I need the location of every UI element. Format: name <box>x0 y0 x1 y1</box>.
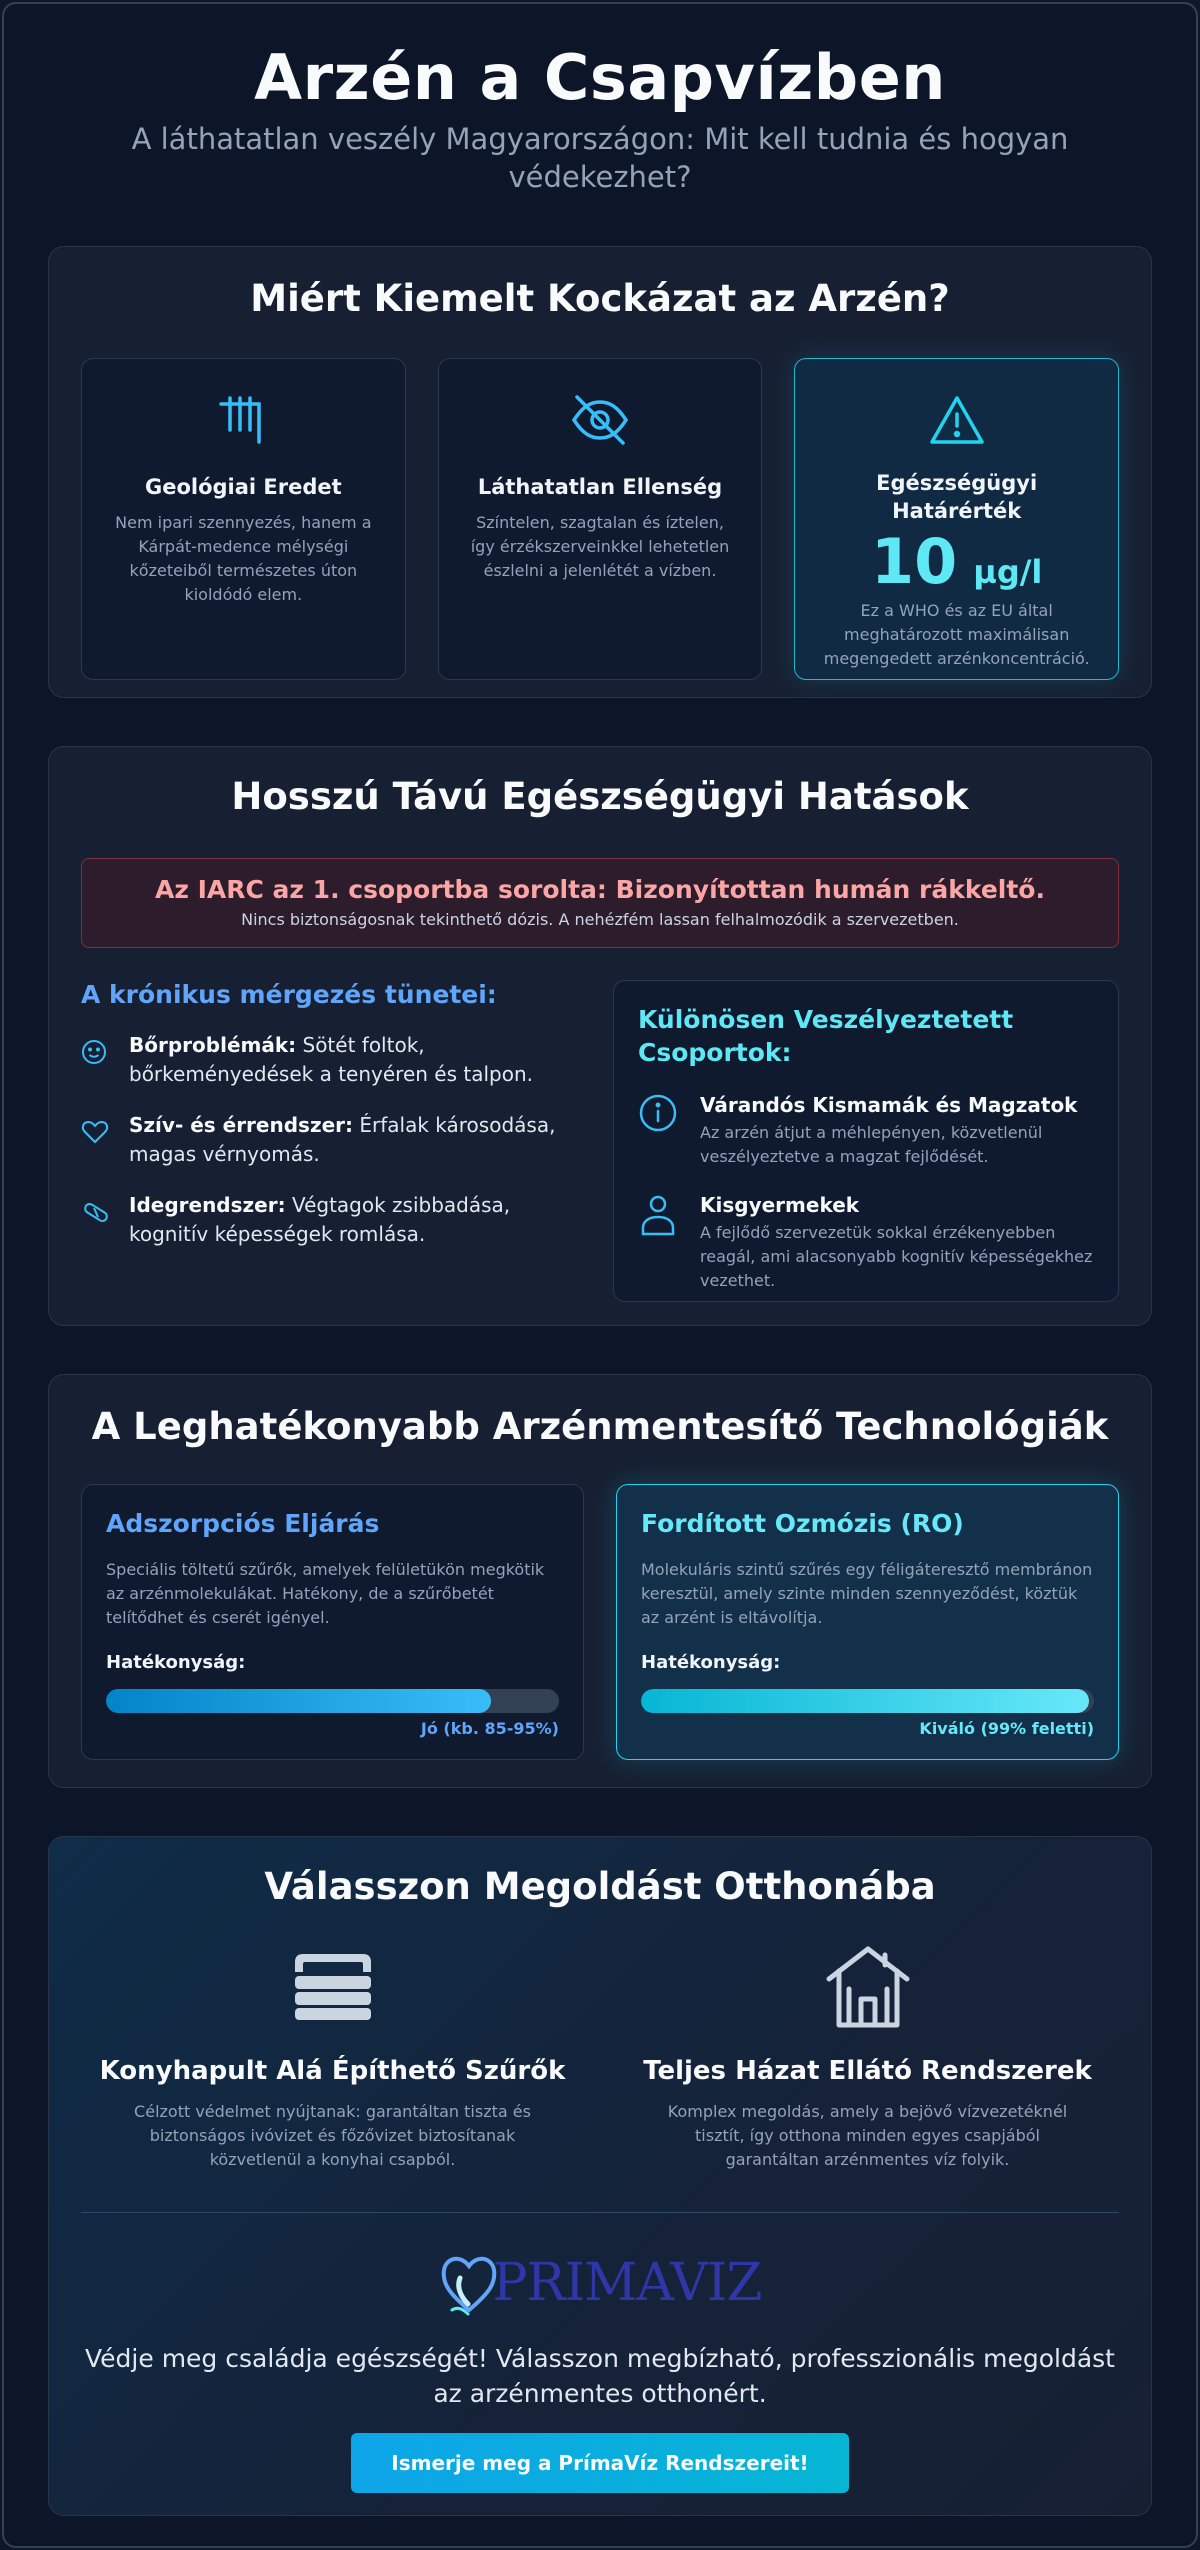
warning-icon <box>823 389 1090 451</box>
page-subtitle: A láthatatlan veszély Magyarországon: Mit kell tudnia és hogyan védekezhet? <box>131 122 1069 194</box>
symptom-text: Végtagok zsibbadása, kognitív képességek romlása. <box>129 1193 511 1246</box>
efficiency-rating: Jó (kb. 85-95%) <box>420 1719 559 1738</box>
alert-subtitle: Nincs biztonságosnak tekinthető dózis. A nehézfém lassan felhalmozódik a szervezetben. <box>241 910 959 929</box>
risk-section <box>48 246 1152 698</box>
solution-desc: Célzott védelmet nyújtanak: garantáltan tiszta és biztonságos ivóvizet és főzővizet biztosítanak közvetlenül a konyhai csapból. <box>134 2102 531 2169</box>
group-item <box>638 1193 1094 1293</box>
symptom-item <box>81 1111 581 1169</box>
heart-icon <box>81 1111 113 1169</box>
health-section <box>48 746 1152 1326</box>
house-icon <box>616 1938 1119 2034</box>
alert-title: Az IARC az 1. csoportba sorolta: Bizonyítottan humán rákkeltő. <box>155 875 1045 904</box>
symptom-label: Szív- és érrendszer: <box>129 1113 354 1137</box>
eye-off-icon <box>467 389 734 451</box>
risk-card-geology <box>81 358 406 680</box>
risk-title: Geológiai Eredet <box>144 475 342 499</box>
solution-title: Konyhapult Alá Építhető Szűrők <box>99 2056 566 2086</box>
solution-under-sink <box>81 1938 584 2172</box>
risk-desc: Nem ipari szennyezés, hanem a Kárpát-medence mélységi kőzeteiből természetes úton kioldódó elem. <box>115 513 372 604</box>
efficiency-bar <box>106 1689 559 1713</box>
pill-icon <box>81 1191 113 1249</box>
hero <box>48 4 1152 196</box>
fork-icon <box>110 389 377 451</box>
limit-value <box>823 525 1090 598</box>
logo-text: PRIMAVIZ <box>492 2253 762 2313</box>
health-heading: Hosszú Távú Egészségügyi Hatások <box>231 775 969 818</box>
tech-heading: A Leghatékonyabb Arzénmentesítő Technológiák <box>91 1405 1109 1448</box>
tech-section <box>48 1374 1152 1788</box>
limit-unit: µg/l <box>973 553 1043 591</box>
symptom-text: Érfalak károsodása, magas vérnyomás. <box>129 1113 556 1166</box>
risk-card-limit <box>794 358 1119 680</box>
symptom-text: Sötét foltok, bőrkeményedések a tenyéren és talpon. <box>129 1033 533 1086</box>
symptom-item <box>81 1031 581 1089</box>
solution-whole-house <box>616 1938 1119 2172</box>
heart-drop-logo-icon <box>438 2248 500 2318</box>
filter-stack-icon <box>81 1938 584 2034</box>
iarc-alert <box>81 858 1119 948</box>
brand-logo[interactable] <box>81 2243 1119 2323</box>
risk-heading: Miért Kiemelt Kockázat az Arzén? <box>250 277 950 320</box>
risk-title: Láthatatlan Ellenség <box>477 475 723 499</box>
face-icon <box>81 1031 113 1089</box>
tech-card-adsorption <box>81 1484 584 1760</box>
symptoms-title: A krónikus mérgezés tünetei: <box>81 980 497 1009</box>
risk-desc: Színtelen, szagtalan és íztelen, így érzékszerveinkkel lehetetlen észlelni a jelenlétét a vízben. <box>470 513 730 580</box>
efficiency-bar-fill <box>106 1689 491 1713</box>
tech-title: Fordított Ozmózis (RO) <box>641 1509 964 1538</box>
risk-desc: Ez a WHO és az EU által meghatározott maximálisan megengedett arzénkoncentráció. <box>823 601 1090 668</box>
symptom-item <box>81 1191 581 1249</box>
group-desc: A fejlődő szervezetük sokkal érzékenyebben reagál, ami alacsonyabb kognitív képességekhez vezethet. <box>700 1223 1093 1290</box>
group-title: Kisgyermekek <box>700 1193 860 1217</box>
group-item <box>638 1093 1094 1169</box>
limit-number: 10 <box>870 525 958 598</box>
tech-card-ro <box>616 1484 1119 1760</box>
solutions-heading: Válasszon Megoldást Otthonába <box>264 1865 936 1908</box>
efficiency-bar-fill <box>641 1689 1089 1713</box>
risk-title: Egészségügyi Határérték <box>876 471 1038 523</box>
tech-desc: Molekuláris szintű szűrés egy féligáteresztő membránon keresztül, amely szinte minden szennyeződést, köztük az arzént is eltávolítja. <box>641 1560 1093 1627</box>
groups-title: Különösen Veszélyeztetett Csoportok: <box>638 1005 1014 1067</box>
efficiency-label: Hatékonyság: <box>641 1652 781 1673</box>
tech-title: Adszorpciós Eljárás <box>106 1509 380 1538</box>
group-title: Várandós Kismamák és Magzatok <box>700 1093 1078 1117</box>
symptom-label: Idegrendszer: <box>129 1193 286 1217</box>
cta-button[interactable]: Ismerje meg a PrímaVíz Rendszereit! <box>351 2433 849 2493</box>
section-divider <box>81 2212 1119 2213</box>
solution-title: Teljes Házat Ellátó Rendszerek <box>643 2056 1092 2086</box>
tech-desc: Speciális töltetű szűrők, amelyek felületükön megkötik az arzénmolekulákat. Hatékony, de a szűrőbetét telítődhet és cserét igényel. <box>106 1560 545 1627</box>
info-icon <box>638 1093 680 1169</box>
efficiency-rating: Kiváló (99% feletti) <box>919 1719 1094 1738</box>
symptom-label: Bőrproblémák: <box>129 1033 297 1057</box>
solution-desc: Komplex megoldás, amely a bejövő vízvezetéknél tisztít, így otthona minden egyes csapjából garantáltan arzénmentes víz folyik. <box>667 2102 1068 2169</box>
group-desc: Az arzén átjut a méhlepényen, közvetlenül veszélyeztetve a magzat fejlődését. <box>700 1123 1043 1166</box>
efficiency-label: Hatékonyság: <box>106 1652 246 1673</box>
page-frame <box>2 2 1198 2548</box>
risk-card-invisible <box>438 358 763 680</box>
cta-text: Védje meg családja egészségét! Válasszon megbízható, professzionális megoldást az arzénmentes otthonért. <box>85 2344 1115 2408</box>
page-title: Arzén a Csapvízben <box>254 41 946 114</box>
user-icon <box>638 1193 680 1293</box>
efficiency-bar <box>641 1689 1094 1713</box>
solutions-section <box>48 1836 1152 2516</box>
symptoms-list <box>81 980 581 1302</box>
risk-groups-card <box>613 980 1119 1302</box>
